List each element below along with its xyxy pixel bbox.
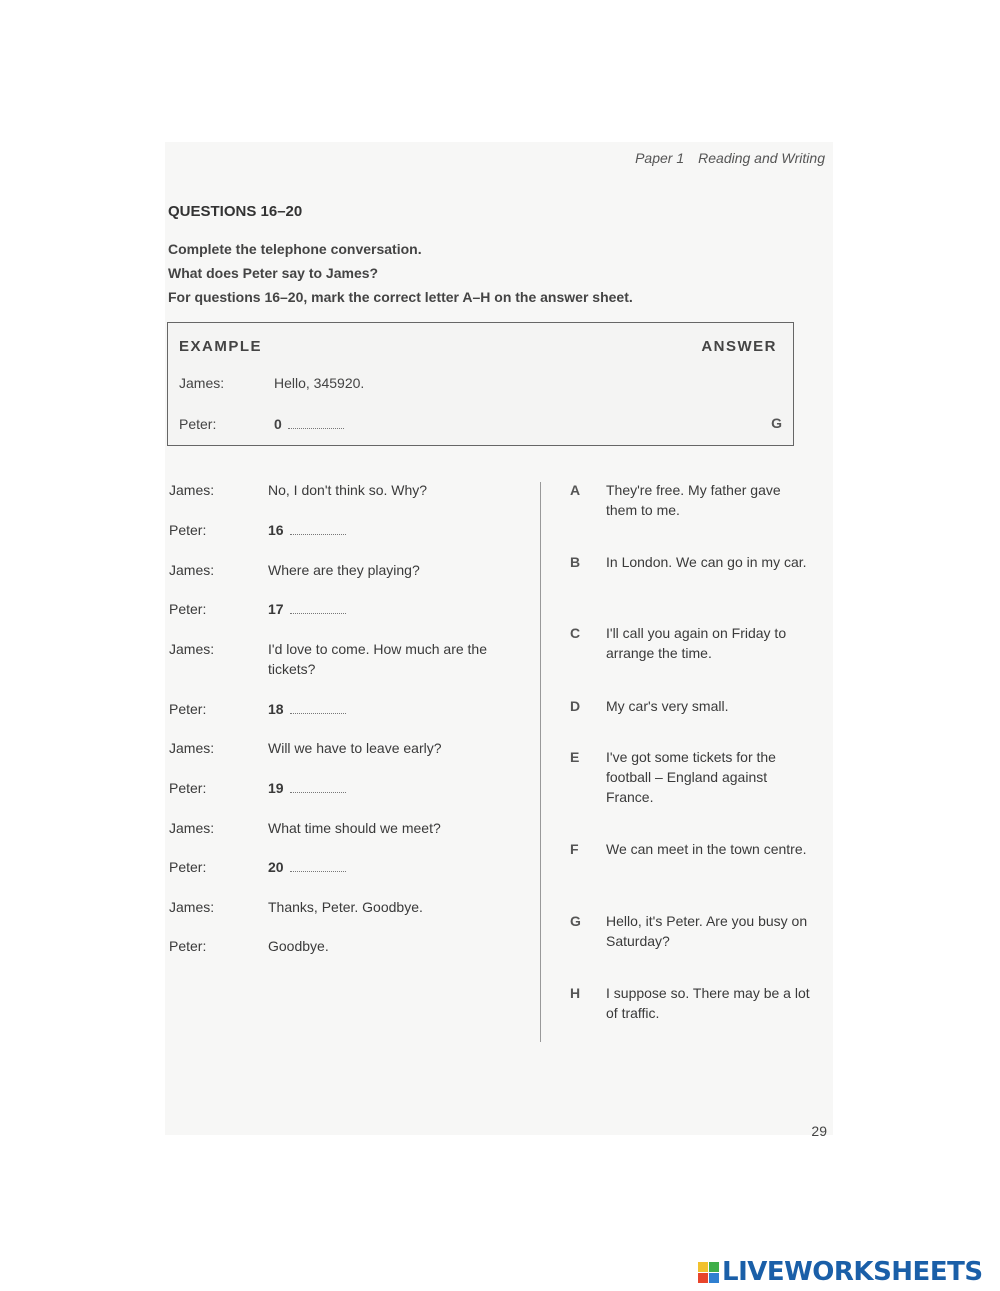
- speaker: James:: [169, 740, 215, 756]
- instruction-line: For questions 16–20, mark the correct letter A–H on the answer sheet.: [168, 289, 633, 305]
- example-row: [179, 416, 344, 432]
- speaker: Peter:: [169, 780, 207, 796]
- instructions: [168, 237, 633, 309]
- line-text: What time should we meet?: [268, 820, 441, 836]
- logo-text: LIVEWORKSHEETS: [722, 1257, 983, 1287]
- speaker: Peter:: [169, 701, 207, 717]
- answer-slot[interactable]: [268, 599, 523, 619]
- line-text: Will we have to leave early?: [268, 740, 442, 756]
- answer-gap[interactable]: [290, 861, 346, 872]
- speaker: James:: [169, 820, 215, 836]
- line-text: Thanks, Peter. Goodbye.: [268, 899, 423, 915]
- section-label: Reading and Writing: [698, 150, 825, 166]
- worksheet-page: [165, 142, 833, 1139]
- option-text: In London. We can go in my car.: [606, 554, 807, 570]
- logo-tiles-icon: [698, 1262, 719, 1283]
- option-letter: D: [570, 698, 581, 714]
- option-text: Hello, it's Peter. Are you busy on Saturday?: [606, 913, 808, 949]
- line-text: Hello, 345920.: [274, 375, 365, 391]
- example-box: [167, 322, 794, 446]
- option-letter: B: [570, 554, 581, 570]
- answer-gap[interactable]: [290, 782, 346, 793]
- option-text: I suppose so. There may be a lot of traffic.: [606, 985, 810, 1021]
- option-letter: F: [570, 841, 579, 857]
- answer-slot[interactable]: [268, 778, 523, 798]
- gap-number: 16: [268, 522, 284, 538]
- gap-number: 17: [268, 601, 284, 617]
- questions-title: QUESTIONS 16–20: [168, 203, 303, 220]
- line-text: I'd love to come. How much are the tickets?: [268, 641, 487, 677]
- running-header: [635, 150, 825, 166]
- option-letter: E: [570, 749, 580, 765]
- speaker: James:: [169, 641, 215, 657]
- answer-gap[interactable]: [290, 603, 346, 614]
- option-text: My car's very small.: [606, 698, 729, 714]
- gap-number: 19: [268, 780, 284, 796]
- speaker: James:: [179, 375, 225, 391]
- column-divider: [540, 482, 541, 1042]
- answer-slot[interactable]: [268, 520, 523, 540]
- answer-gap: [288, 418, 344, 429]
- answer-slot[interactable]: [268, 857, 523, 877]
- page-number: 29: [811, 1123, 827, 1139]
- speaker: Peter:: [169, 522, 207, 538]
- example-label: EXAMPLE: [179, 338, 263, 355]
- answer-slot[interactable]: [268, 699, 523, 719]
- gap-number: 20: [268, 859, 284, 875]
- option-letter: C: [570, 625, 581, 641]
- option-letter: H: [570, 985, 581, 1001]
- speaker: Peter:: [169, 601, 207, 617]
- speaker: James:: [169, 562, 215, 578]
- answer-label: ANSWER: [701, 338, 777, 355]
- speaker: Peter:: [169, 859, 207, 875]
- gap-number: 18: [268, 701, 284, 717]
- answer-gap[interactable]: [290, 524, 346, 535]
- option-text: We can meet in the town centre.: [606, 841, 807, 857]
- speaker: James:: [169, 482, 215, 498]
- line-text: No, I don't think so. Why?: [268, 482, 428, 498]
- line-text: Where are they playing?: [268, 562, 420, 578]
- paper-label: Paper 1: [635, 150, 685, 166]
- instruction-line: Complete the telephone conversation.: [168, 241, 422, 257]
- answer-gap[interactable]: [290, 703, 346, 714]
- option-text: I'll call you again on Friday to arrange the time.: [606, 625, 787, 661]
- option-text: They're free. My father gave them to me.: [606, 482, 781, 518]
- instruction-line: What does Peter say to James?: [168, 265, 379, 281]
- option-text: I've got some tickets for the football – England against France.: [606, 749, 776, 805]
- gap-number: 0: [274, 416, 282, 432]
- example-answer: G: [771, 415, 782, 431]
- line-text: Goodbye.: [268, 938, 329, 954]
- option-letter: A: [570, 482, 581, 498]
- speaker: James:: [169, 899, 215, 915]
- speaker: Peter:: [179, 416, 217, 432]
- speaker: Peter:: [169, 938, 207, 954]
- liveworksheets-logo[interactable]: [698, 1255, 983, 1289]
- option-letter: G: [570, 913, 581, 929]
- example-row: [179, 375, 364, 391]
